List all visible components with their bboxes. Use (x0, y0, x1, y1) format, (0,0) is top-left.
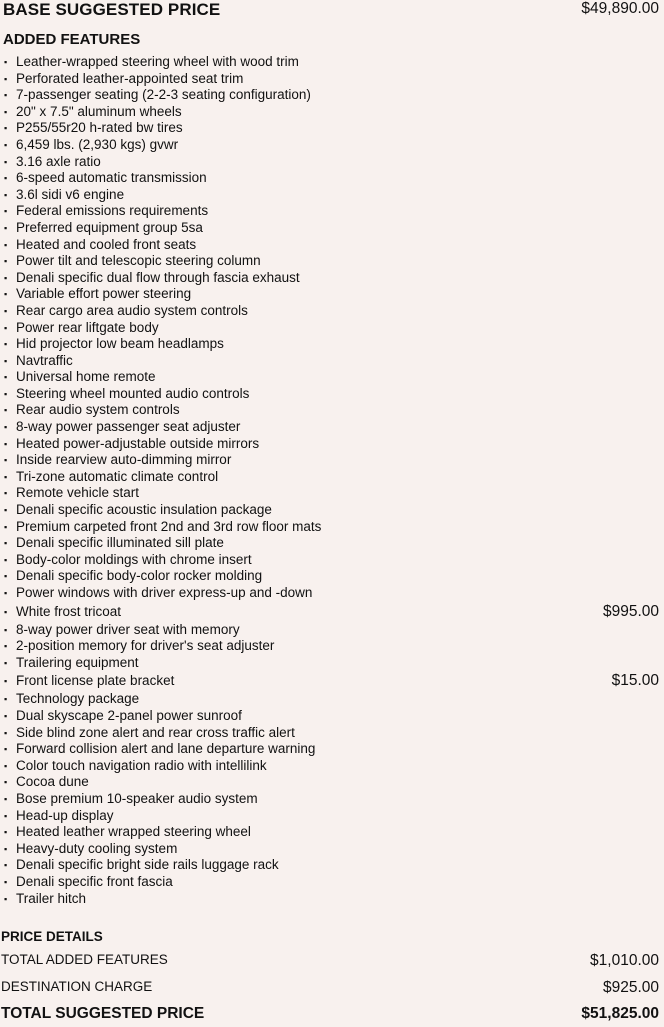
feature-label: Cocoa dune (16, 774, 89, 790)
feature-label: Universal home remote (16, 369, 156, 385)
bullet-icon: ▪ (4, 893, 8, 904)
feature-item (4, 270, 659, 287)
feature-item (4, 602, 659, 622)
bullet-icon: ▪ (4, 471, 8, 482)
feature-label: Trailering equipment (16, 654, 139, 670)
bullet-icon: ▪ (4, 322, 8, 333)
bullet-icon: ▪ (4, 156, 8, 167)
feature-item (4, 671, 659, 691)
feature-item (4, 568, 659, 585)
feature-label: Front license plate bracket (16, 673, 175, 689)
bullet-icon: ▪ (4, 606, 8, 617)
bullet-icon: ▪ (4, 793, 8, 804)
feature-item (4, 519, 659, 536)
total-added-features-label: TOTAL ADDED FEATURES (1, 952, 168, 967)
bullet-icon: ▪ (4, 810, 8, 821)
feature-item (4, 187, 659, 204)
bullet-icon: ▪ (4, 676, 8, 687)
total-suggested-price-value: $51,825.00 (581, 1005, 659, 1022)
feature-item (4, 71, 659, 88)
feature-label: Inside rearview auto-dimming mirror (16, 452, 232, 468)
bullet-icon: ▪ (4, 123, 8, 134)
bullet-icon: ▪ (4, 438, 8, 449)
bullet-icon: ▪ (4, 505, 8, 516)
total-suggested-price-label: TOTAL SUGGESTED PRICE (1, 1005, 205, 1022)
feature-label: 20" x 7.5" aluminum wheels (16, 103, 182, 119)
feature-label: 3.16 axle ratio (16, 153, 101, 169)
feature-item (4, 104, 659, 121)
base-price-value: $49,890.00 (581, 0, 659, 17)
bullet-icon: ▪ (4, 189, 8, 200)
feature-label: Navtraffic (16, 352, 73, 368)
feature-label: Federal emissions requirements (16, 203, 209, 219)
price-details-title: PRICE DETAILS (1, 929, 103, 944)
bullet-icon: ▪ (4, 744, 8, 755)
bullet-icon: ▪ (4, 405, 8, 416)
bullet-icon: ▪ (4, 222, 8, 233)
feature-item (4, 419, 659, 436)
feature-label: 2-position memory for driver's seat adjuster (16, 638, 275, 654)
feature-item (4, 857, 659, 874)
feature-label: Denali specific bright side rails luggage rack (16, 857, 279, 873)
feature-item (4, 87, 659, 104)
bullet-icon: ▪ (4, 521, 8, 532)
destination-charge-label: DESTINATION CHARGE (1, 979, 153, 994)
feature-label: Trailer hitch (16, 890, 87, 906)
feature-item (4, 154, 659, 171)
bullet-icon: ▪ (4, 777, 8, 788)
feature-item (4, 286, 659, 303)
bullet-icon: ▪ (4, 538, 8, 549)
bullet-icon: ▪ (4, 843, 8, 854)
feature-item (4, 841, 659, 858)
bullet-icon: ▪ (4, 710, 8, 721)
feature-label: Technology package (16, 691, 140, 707)
bullet-icon: ▪ (4, 624, 8, 635)
bullet-icon: ▪ (4, 860, 8, 871)
feature-label: Power windows with driver express-up and -down (16, 585, 313, 600)
feature-item (4, 353, 659, 370)
feature-item (4, 137, 659, 154)
feature-label: Preferred equipment group 5sa (16, 219, 203, 235)
feature-label: Heavy-duty cooling system (16, 840, 178, 856)
bullet-icon: ▪ (4, 239, 8, 250)
bullet-icon: ▪ (4, 455, 8, 466)
feature-item (4, 725, 659, 742)
feature-label: Body-color moldings with chrome insert (16, 551, 252, 567)
feature-item (4, 808, 659, 825)
feature-label: Denali specific illuminated sill plate (16, 535, 224, 551)
feature-label: Color touch navigation radio with intellilink (16, 757, 267, 773)
bullet-icon: ▪ (4, 876, 8, 887)
feature-label: 7-passenger seating (2-2-3 seating configuration) (16, 87, 311, 103)
destination-charge-row (1, 979, 659, 1001)
feature-label: Rear audio system controls (16, 402, 180, 418)
bullet-icon: ▪ (4, 289, 8, 300)
feature-item (4, 638, 659, 655)
feature-item (4, 303, 659, 320)
feature-item (4, 502, 659, 519)
bullet-icon: ▪ (4, 355, 8, 366)
feature-item (4, 452, 659, 469)
feature-price: $995.00 (602, 602, 659, 620)
feature-item (4, 758, 659, 775)
feature-item (4, 237, 659, 254)
feature-label: Forward collision alert and lane departure warning (16, 741, 316, 757)
feature-item (4, 203, 659, 220)
bullet-icon: ▪ (4, 73, 8, 84)
feature-item (4, 369, 659, 386)
bullet-icon: ▪ (4, 588, 8, 598)
feature-item (4, 774, 659, 791)
feature-item (4, 874, 659, 891)
feature-label: Denali specific front fascia (16, 873, 173, 889)
bullet-icon: ▪ (4, 206, 8, 217)
feature-item (4, 402, 659, 419)
feature-label: 6,459 lbs. (2,930 kgs) gvwr (16, 136, 179, 152)
bullet-icon: ▪ (4, 727, 8, 738)
feature-label: Remote vehicle start (16, 485, 140, 501)
feature-label: Variable effort power steering (16, 286, 192, 302)
feature-label: Denali specific acoustic insulation package (16, 502, 272, 518)
feature-item (4, 552, 659, 569)
feature-label: Heated and cooled front seats (16, 236, 197, 252)
feature-label: Heated leather wrapped steering wheel (16, 824, 251, 840)
bullet-icon: ▪ (4, 388, 8, 399)
bullet-icon: ▪ (4, 827, 8, 838)
feature-label: Heated power-adjustable outside mirrors (16, 435, 260, 451)
feature-label: Power rear liftgate body (16, 319, 159, 335)
destination-charge-value: $925.00 (602, 979, 659, 996)
feature-item (4, 170, 659, 187)
feature-label: Dual skyscape 2-panel power sunroof (16, 707, 242, 723)
bullet-icon: ▪ (4, 173, 8, 184)
feature-label: Side blind zone alert and rear cross traffic alert (16, 724, 295, 740)
feature-item (4, 708, 659, 725)
feature-label: Tri-zone automatic climate control (16, 468, 219, 484)
feature-label: Leather-wrapped steering wheel with wood trim (16, 54, 299, 69)
feature-item (4, 120, 659, 137)
feature-label: Rear cargo area audio system controls (16, 302, 248, 318)
feature-item (4, 220, 659, 237)
bullet-icon: ▪ (4, 305, 8, 316)
feature-item (4, 54, 659, 71)
base-price-title: BASE SUGGESTED PRICE (3, 0, 221, 19)
bullet-icon: ▪ (4, 760, 8, 771)
feature-label: Power tilt and telescopic steering column (16, 253, 261, 269)
bullet-icon: ▪ (4, 272, 8, 283)
feature-label: Premium carpeted front 2nd and 3rd row floor mats (16, 518, 322, 534)
feature-item (4, 585, 659, 602)
bullet-icon: ▪ (4, 571, 8, 582)
added-features-list (4, 54, 659, 907)
feature-label: Bose premium 10-speaker audio system (16, 790, 258, 806)
feature-label: 8-way power driver seat with memory (16, 621, 240, 637)
feature-price: $15.00 (611, 672, 659, 690)
total-added-features-value: $1,010.00 (590, 952, 659, 969)
feature-label: Steering wheel mounted audio controls (16, 385, 250, 401)
feature-label: P255/55r20 h-rated bw tires (16, 120, 183, 136)
feature-item (4, 791, 659, 808)
bullet-icon: ▪ (4, 57, 8, 67)
feature-label: 6-speed automatic transmission (16, 170, 207, 186)
bullet-icon: ▪ (4, 106, 8, 117)
feature-item (4, 320, 659, 337)
bullet-icon: ▪ (4, 488, 8, 499)
feature-label: Perforated leather-appointed seat trim (16, 70, 244, 86)
feature-label: Denali specific dual flow through fascia exhaust (16, 269, 300, 285)
bullet-icon: ▪ (4, 422, 8, 433)
feature-item (4, 436, 659, 453)
feature-item (4, 336, 659, 353)
feature-item (4, 485, 659, 502)
added-features-title: ADDED FEATURES (3, 31, 141, 48)
bullet-icon: ▪ (4, 694, 8, 705)
total-added-features-row (1, 952, 659, 974)
feature-item (4, 253, 659, 270)
feature-item (4, 741, 659, 758)
base-price-header (3, 0, 659, 24)
feature-label: White frost tricoat (16, 603, 122, 619)
bullet-icon: ▪ (4, 641, 8, 652)
feature-item (4, 386, 659, 403)
feature-item (4, 469, 659, 486)
feature-label: 3.6l sidi v6 engine (16, 186, 125, 202)
feature-item (4, 655, 659, 672)
bullet-icon: ▪ (4, 554, 8, 565)
bullet-icon: ▪ (4, 139, 8, 150)
feature-item (4, 535, 659, 552)
bullet-icon: ▪ (4, 339, 8, 350)
bullet-icon: ▪ (4, 372, 8, 383)
feature-label: Denali specific body-color rocker molding (16, 568, 263, 584)
feature-label: Head-up display (16, 807, 114, 823)
feature-label: Hid projector low beam headlamps (16, 336, 224, 352)
feature-item (4, 691, 659, 708)
bullet-icon: ▪ (4, 256, 8, 267)
feature-item (4, 824, 659, 841)
feature-item (4, 891, 659, 908)
bullet-icon: ▪ (4, 657, 8, 668)
bullet-icon: ▪ (4, 90, 8, 101)
feature-item (4, 622, 659, 639)
feature-label: 8-way power passenger seat adjuster (16, 419, 241, 435)
